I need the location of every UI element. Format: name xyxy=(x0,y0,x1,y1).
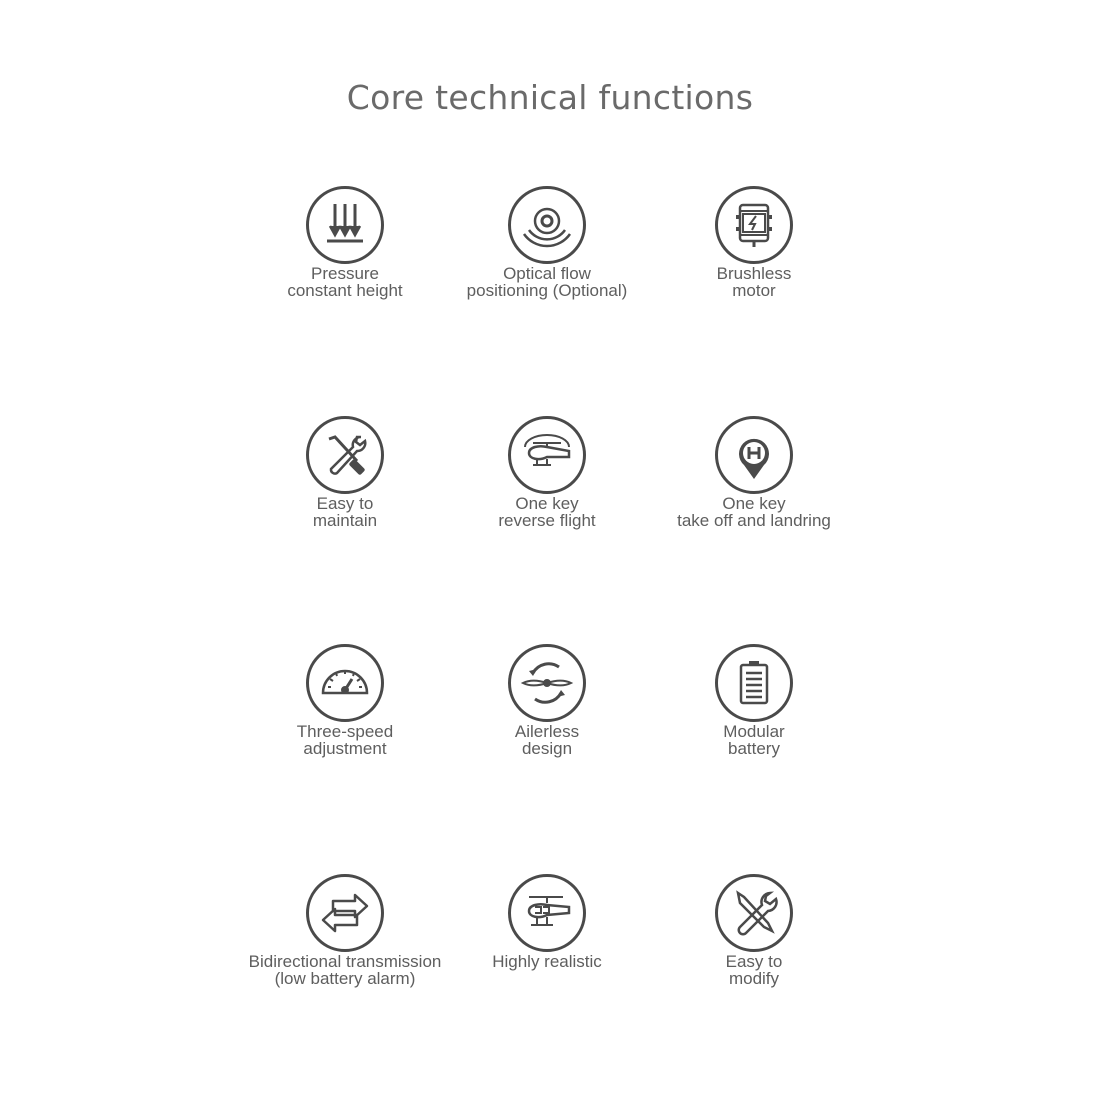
feature-optical-flow xyxy=(427,187,667,299)
feature-ailerless-design xyxy=(427,645,667,757)
bidirectional-arrows-icon xyxy=(307,873,383,949)
feature-label: Three-speed adjustment xyxy=(296,722,394,758)
pressure-arrows-icon xyxy=(307,185,383,261)
feature-brushless-motor xyxy=(634,187,874,299)
feature-label: Bidirectional transmission (low battery alarm) xyxy=(248,952,442,988)
feature-label: Highly realistic xyxy=(492,952,602,971)
feature-easy-to-modify xyxy=(634,875,874,987)
rotor-rotation-icon xyxy=(509,643,585,719)
helicopter-reverse-icon xyxy=(509,415,585,491)
feature-label: Easy to modify xyxy=(725,952,783,988)
wrench-tools-icon xyxy=(716,873,792,949)
feature-highly-realistic xyxy=(427,875,667,970)
helicopter-icon xyxy=(509,873,585,949)
optical-flow-icon xyxy=(509,185,585,261)
feature-label: Modular battery xyxy=(723,722,785,758)
feature-label: Pressure constant height xyxy=(287,264,403,300)
feature-label: One key reverse flight xyxy=(498,494,596,530)
feature-label: Easy to maintain xyxy=(312,494,378,530)
feature-label: One key take off and landring xyxy=(677,494,831,530)
feature-modular-battery xyxy=(634,645,874,757)
helipad-pin-icon xyxy=(716,415,792,491)
feature-label: Brushless motor xyxy=(716,264,792,300)
feature-one-key-take-off-landing xyxy=(634,417,874,529)
page-title: Core technical functions xyxy=(346,78,754,117)
feature-label: Optical flow positioning (Optional) xyxy=(466,264,628,300)
feature-one-key-reverse-flight xyxy=(427,417,667,529)
brushless-motor-icon xyxy=(716,185,792,261)
speedometer-icon xyxy=(307,643,383,719)
wrench-screwdriver-icon xyxy=(307,415,383,491)
battery-icon xyxy=(716,643,792,719)
feature-label: Ailerless design xyxy=(514,722,580,758)
